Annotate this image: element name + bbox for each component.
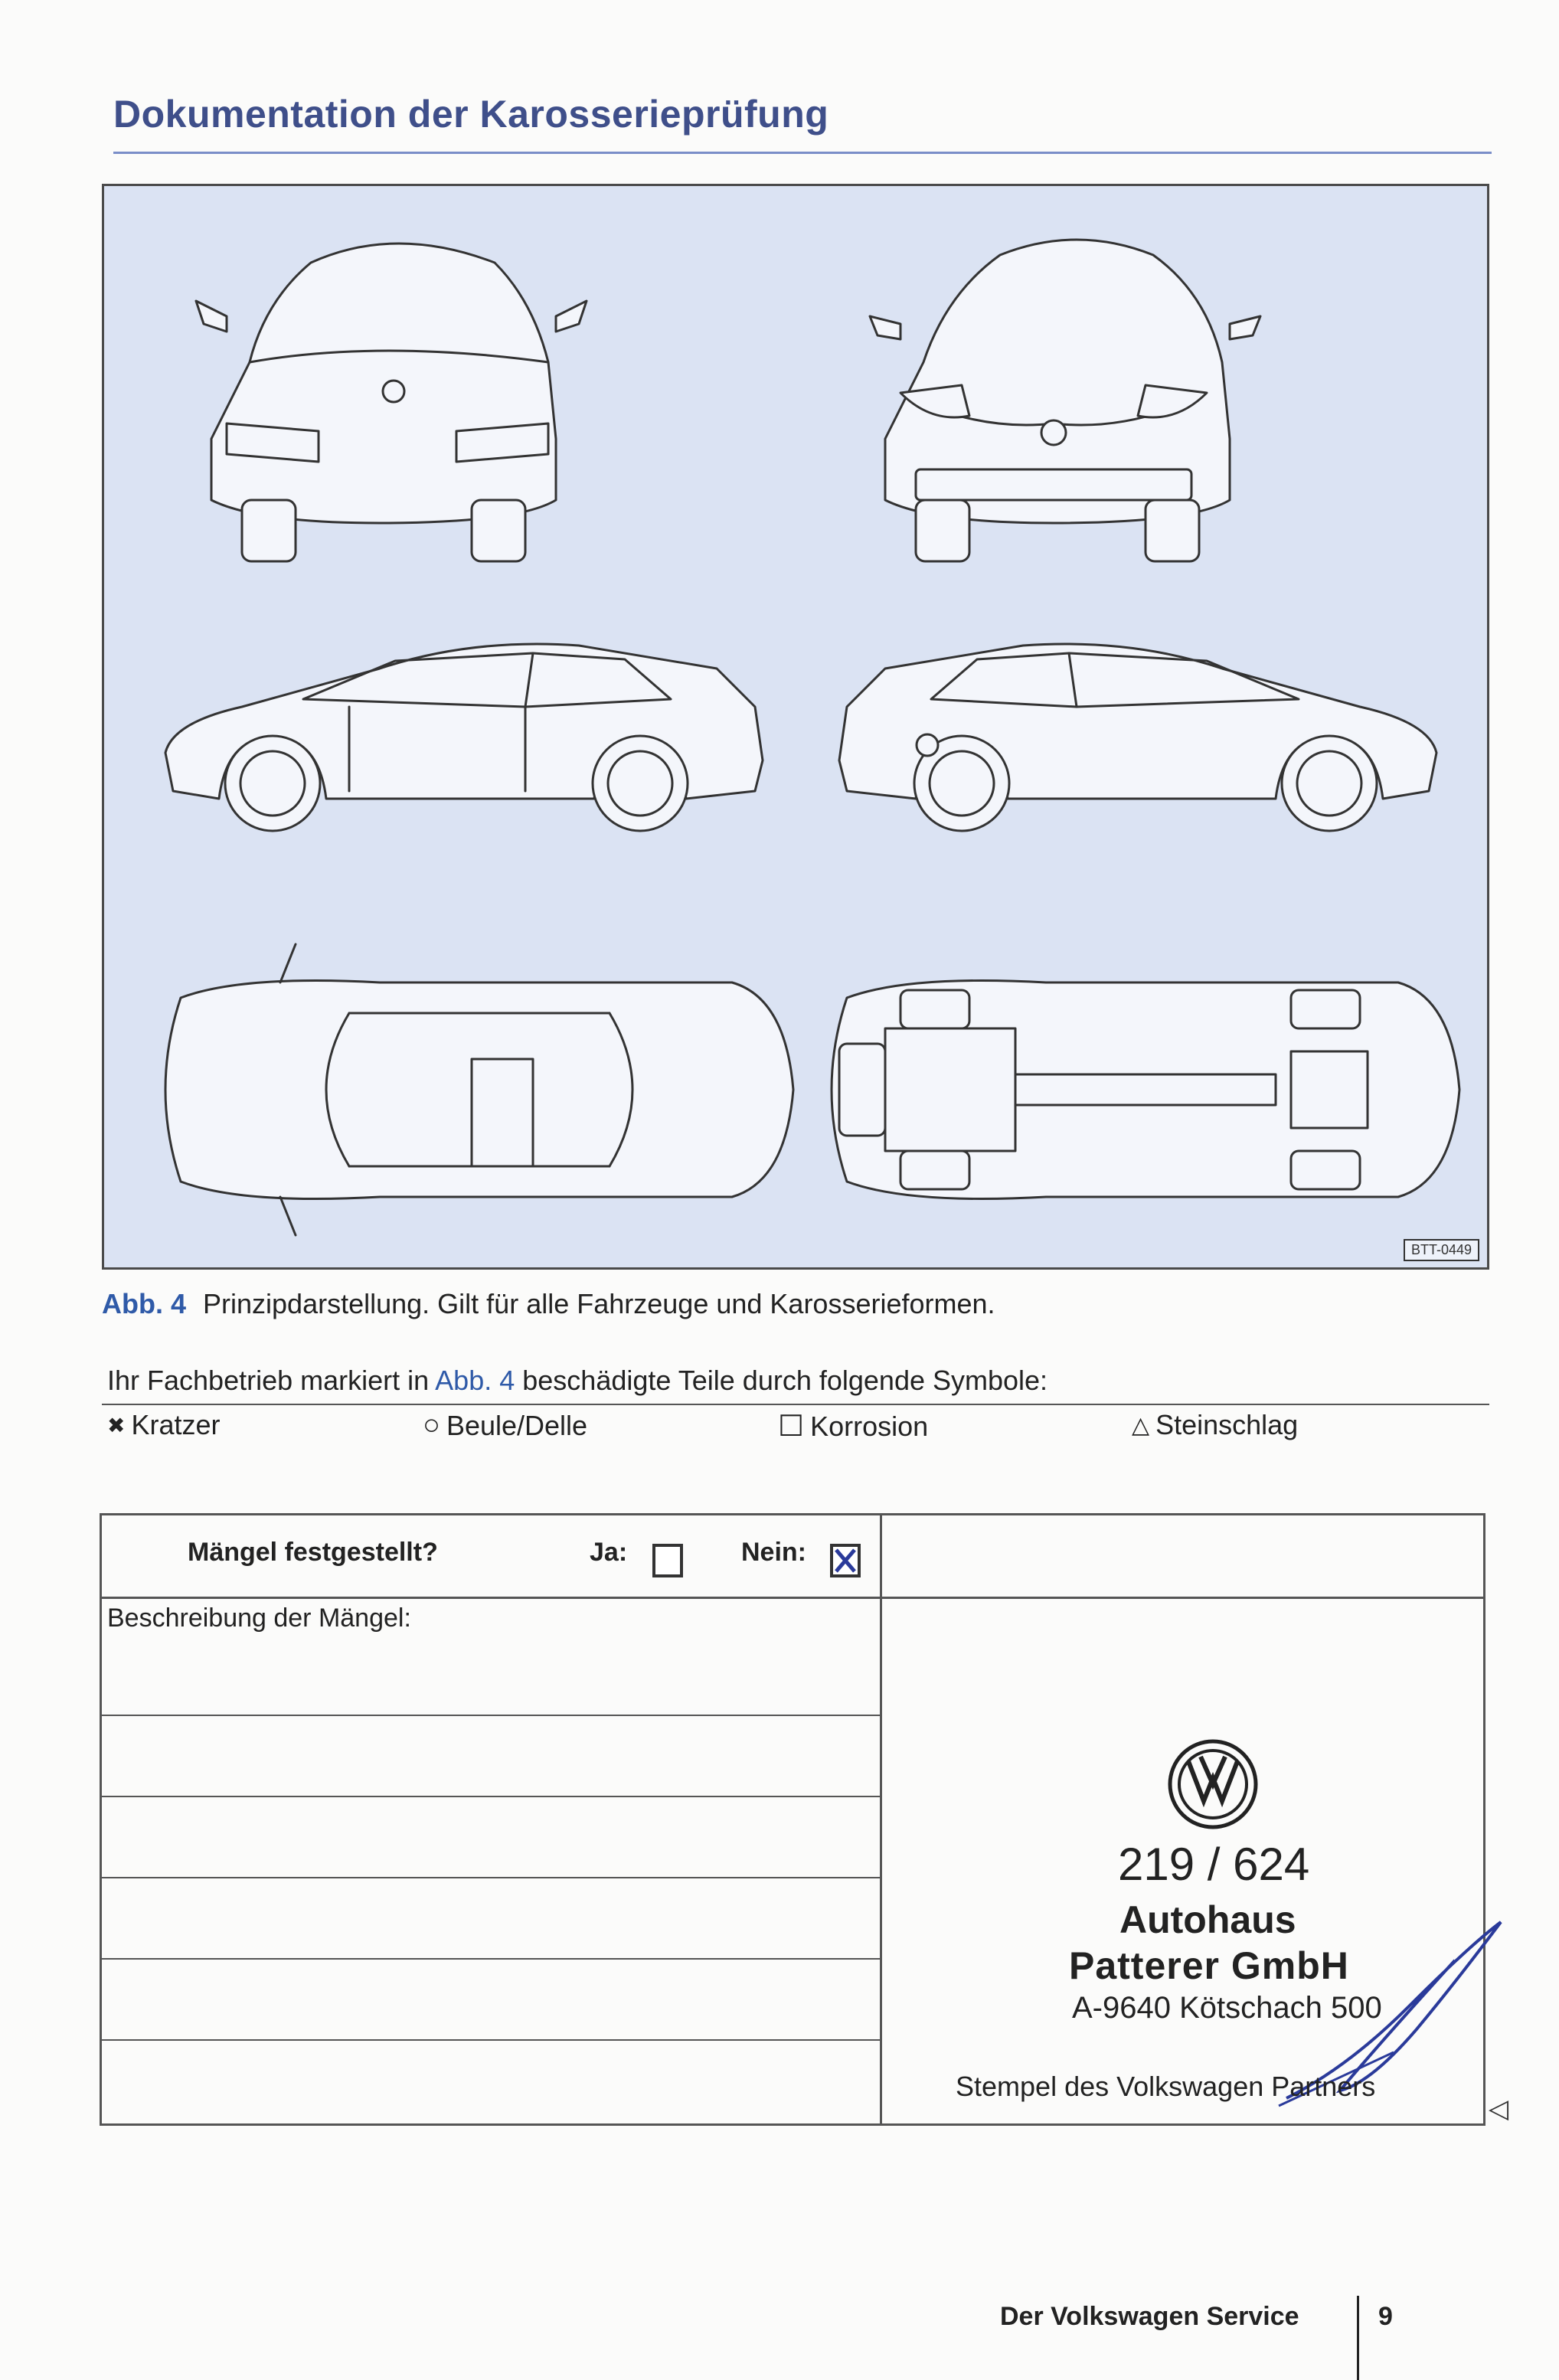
description-line	[102, 1958, 880, 1960]
description-line	[102, 2039, 880, 2041]
symbol-label: Steinschlag	[1155, 1409, 1299, 1440]
left-arrow-icon: ◁	[1489, 2094, 1509, 2123]
square-icon: ☐	[778, 1411, 805, 1443]
figure-caption-text: Prinzipdarstellung. Gilt für alle Fahrzeuge und Karosserieformen.	[203, 1288, 995, 1319]
left-side-view-car	[165, 644, 763, 831]
instruction-divider	[102, 1404, 1489, 1405]
symbol-stone-chip	[1132, 1409, 1298, 1441]
dealer-number: 219 / 624	[1118, 1839, 1310, 1890]
figure-reference-link: Abb. 4	[435, 1365, 515, 1396]
right-side-view-car	[839, 644, 1436, 831]
figure-caption	[102, 1288, 995, 1320]
description-line	[102, 1715, 880, 1716]
defects-question-label: Mängel festgestellt?	[188, 1538, 438, 1567]
description-label: Beschreibung der Mängel:	[107, 1604, 411, 1633]
vw-logo-icon	[1167, 1738, 1259, 1834]
footer-divider	[1357, 2296, 1359, 2380]
symbol-label: Beule/Delle	[446, 1409, 588, 1441]
top-view-car	[165, 944, 793, 1235]
vehicle-outline-drawings	[104, 186, 1487, 1267]
symbol-label: Kratzer	[131, 1409, 221, 1440]
symbol-scratch	[107, 1409, 221, 1441]
stamp-caption: Stempel des Volkswagen Partners	[956, 2071, 1376, 2102]
checkmark-x-icon	[833, 1547, 858, 1574]
footer-label: Der Volkswagen Service	[1000, 2302, 1299, 2331]
instruction-after: beschädigte Teile durch folgende Symbole:	[515, 1365, 1048, 1396]
symbol-label: Korrosion	[810, 1410, 929, 1442]
front-view-car	[870, 240, 1260, 561]
triangle-icon: △	[1132, 1412, 1150, 1438]
page-title: Dokumentation der Karosserieprüfung	[113, 93, 829, 136]
figure-code: BTT-0449	[1404, 1239, 1479, 1261]
cross-icon: ✖	[107, 1413, 126, 1437]
dealer-name-line1: Autohaus	[1119, 1898, 1296, 1941]
ja-label: Ja:	[590, 1538, 628, 1567]
underbody-view-car	[832, 981, 1459, 1199]
instruction-text	[107, 1365, 1048, 1397]
description-line	[102, 1877, 880, 1878]
symbol-corrosion	[778, 1409, 928, 1443]
instruction-before: Ihr Fachbetrieb markiert in	[107, 1365, 436, 1396]
circle-icon: ○	[423, 1409, 440, 1441]
form-header-divider	[102, 1597, 1483, 1599]
dealer-address: A-9640 Kötschach 500	[1072, 1991, 1382, 2025]
nein-label: Nein:	[741, 1538, 806, 1567]
ja-checkbox[interactable]	[652, 1544, 683, 1577]
form-column-divider	[880, 1515, 882, 2123]
title-divider	[113, 152, 1492, 154]
vehicle-diagram-figure	[102, 184, 1489, 1270]
symbol-dent	[423, 1409, 587, 1442]
figure-caption-label: Abb. 4	[102, 1288, 187, 1319]
nein-checkbox[interactable]	[830, 1544, 861, 1577]
dealer-name-line2: Patterer GmbH	[1069, 1944, 1349, 1987]
rear-view-car	[196, 244, 587, 561]
description-line	[102, 1796, 880, 1797]
page-number: 9	[1378, 2302, 1393, 2331]
